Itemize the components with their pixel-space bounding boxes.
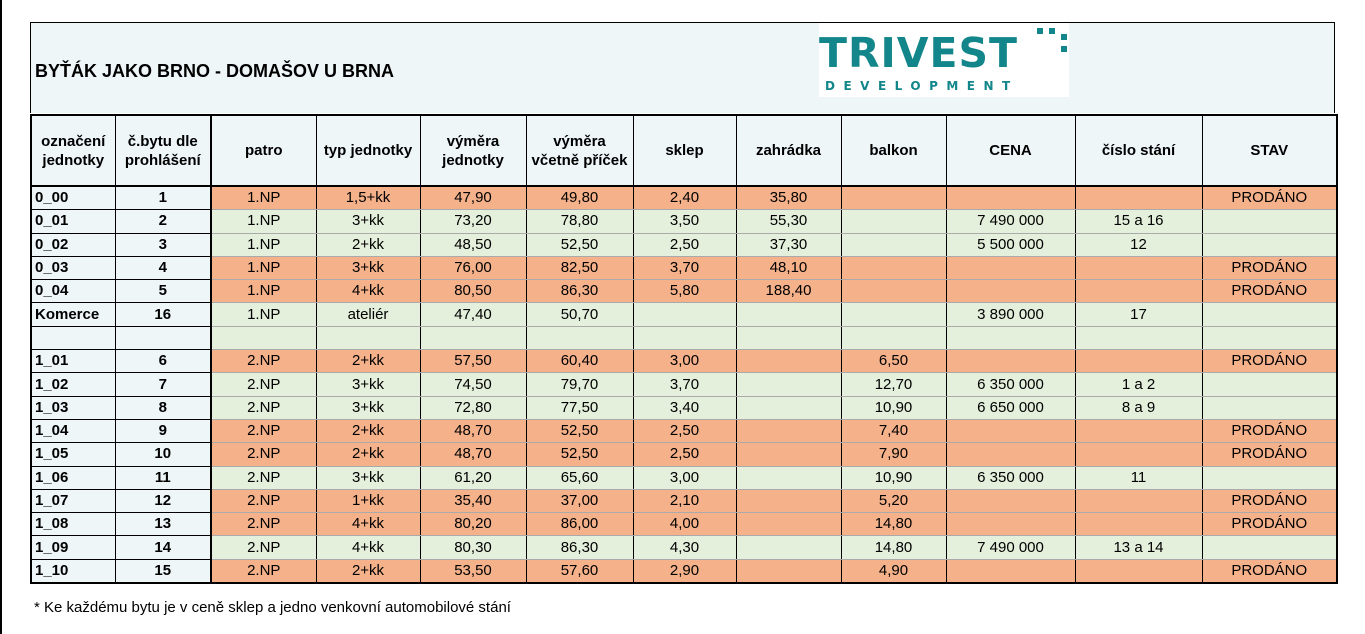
table-cell — [736, 303, 841, 326]
table-cell: PRODÁNO — [1202, 443, 1337, 466]
table-cell: PRODÁNO — [1202, 280, 1337, 303]
table-cell: 80,50 — [420, 280, 526, 303]
table-cell: 1_08 — [31, 513, 115, 536]
table-cell: 2.NP — [211, 559, 316, 583]
table-cell — [115, 326, 211, 349]
table-cell: 16 — [115, 303, 211, 326]
table-cell: 47,90 — [420, 186, 526, 210]
table-cell: 4,90 — [841, 559, 946, 583]
table-cell: 2.NP — [211, 350, 316, 373]
table-cell — [31, 326, 115, 349]
table-cell: 2.NP — [211, 513, 316, 536]
table-cell — [1075, 419, 1202, 442]
table-cell: 3 890 000 — [946, 303, 1075, 326]
table-cell: 55,30 — [736, 210, 841, 233]
table-cell: 1.NP — [211, 233, 316, 256]
table-cell: 35,40 — [420, 489, 526, 512]
table-cell: 7 490 000 — [946, 536, 1075, 559]
table-cell — [526, 326, 633, 349]
table-cell: 3,00 — [633, 350, 736, 373]
column-header: CENA — [946, 115, 1075, 186]
table-cell: 7 — [115, 373, 211, 396]
table-cell: 5 500 000 — [946, 233, 1075, 256]
table-cell: 74,50 — [420, 373, 526, 396]
table-cell — [736, 513, 841, 536]
table-cell: 15 — [115, 559, 211, 583]
table-cell: 80,30 — [420, 536, 526, 559]
table-cell: PRODÁNO — [1202, 186, 1337, 210]
table-cell: 12 — [115, 489, 211, 512]
table-row — [31, 210, 1337, 233]
table-cell: 2,50 — [633, 443, 736, 466]
table-cell: 4,30 — [633, 536, 736, 559]
logo-subtitle: DEVELOPMENT — [825, 79, 1019, 93]
table-cell — [211, 326, 316, 349]
table-cell — [736, 326, 841, 349]
table-cell — [633, 326, 736, 349]
table-cell: Komerce — [31, 303, 115, 326]
table-cell: 57,60 — [526, 559, 633, 583]
table-cell: 3,40 — [633, 396, 736, 419]
table-cell: 0_01 — [31, 210, 115, 233]
logo-wordmark: TRIVEST — [819, 29, 1019, 77]
table-cell — [946, 419, 1075, 442]
column-header: č.bytu dle prohlášení — [115, 115, 211, 186]
table-cell: 3+kk — [316, 466, 420, 489]
table-cell: 6 650 000 — [946, 396, 1075, 419]
column-header: STAV — [1202, 115, 1337, 186]
column-header: typ jednotky — [316, 115, 420, 186]
table-cell — [420, 326, 526, 349]
table-cell: 3,70 — [633, 373, 736, 396]
column-header: označení jednotky — [31, 115, 115, 186]
table-cell: 1_01 — [31, 350, 115, 373]
table-body — [31, 186, 1337, 583]
table-cell: ateliér — [316, 303, 420, 326]
table-cell: 50,70 — [526, 303, 633, 326]
table-cell: 86,30 — [526, 280, 633, 303]
table-cell: 1_06 — [31, 466, 115, 489]
table-cell: 2.NP — [211, 373, 316, 396]
table-row — [31, 186, 1337, 210]
table-cell — [736, 443, 841, 466]
table-cell — [633, 303, 736, 326]
table-cell: 35,80 — [736, 186, 841, 210]
table-cell: 86,00 — [526, 513, 633, 536]
table-cell — [1075, 350, 1202, 373]
page-left-border — [0, 0, 2, 634]
table-cell — [1202, 536, 1337, 559]
table-cell: 2,10 — [633, 489, 736, 512]
table-cell: 12 — [1075, 233, 1202, 256]
trivest-logo — [819, 23, 1069, 97]
table-cell: 1_10 — [31, 559, 115, 583]
table-cell — [946, 350, 1075, 373]
table-row — [31, 489, 1337, 512]
table-cell: PRODÁNO — [1202, 489, 1337, 512]
footnote: * Ke každému bytu je v ceně sklep a jedno venkovní automobilové stání — [34, 599, 511, 616]
table-cell: 2+kk — [316, 233, 420, 256]
column-header: zahrádka — [736, 115, 841, 186]
table-cell — [1202, 466, 1337, 489]
table-cell: 4,00 — [633, 513, 736, 536]
table-cell: 37,00 — [526, 489, 633, 512]
table-cell — [841, 233, 946, 256]
table-row — [31, 396, 1337, 419]
table-cell: PRODÁNO — [1202, 513, 1337, 536]
table-cell — [1202, 396, 1337, 419]
column-header: balkon — [841, 115, 946, 186]
table-cell — [841, 186, 946, 210]
table-cell — [736, 396, 841, 419]
table-cell: PRODÁNO — [1202, 419, 1337, 442]
table-row — [31, 443, 1337, 466]
table-cell: 7 490 000 — [946, 210, 1075, 233]
table-cell: 3,00 — [633, 466, 736, 489]
table-row — [31, 233, 1337, 256]
table-cell: 10 — [115, 443, 211, 466]
table-cell: 14,80 — [841, 536, 946, 559]
table-cell: 61,20 — [420, 466, 526, 489]
table-cell: 1,5+kk — [316, 186, 420, 210]
table-cell: 2,40 — [633, 186, 736, 210]
table-cell: 0_03 — [31, 256, 115, 279]
table-cell: 78,80 — [526, 210, 633, 233]
table-cell: 2.NP — [211, 419, 316, 442]
table-cell — [316, 326, 420, 349]
table-cell: 188,40 — [736, 280, 841, 303]
table-cell: 2,90 — [633, 559, 736, 583]
table-cell: 53,50 — [420, 559, 526, 583]
table-cell: 1.NP — [211, 280, 316, 303]
table-cell — [946, 513, 1075, 536]
table-cell: 13 — [115, 513, 211, 536]
table-cell: 1.NP — [211, 303, 316, 326]
table-cell — [1075, 326, 1202, 349]
table-cell: 6,50 — [841, 350, 946, 373]
table-cell — [946, 186, 1075, 210]
table-cell: 1_02 — [31, 373, 115, 396]
table-cell: 10,90 — [841, 466, 946, 489]
table-cell: 73,20 — [420, 210, 526, 233]
table-cell: 1+kk — [316, 489, 420, 512]
table-cell — [736, 419, 841, 442]
table-cell: 3+kk — [316, 256, 420, 279]
table-cell — [736, 489, 841, 512]
table-cell: 3,50 — [633, 210, 736, 233]
table-cell: 15 a 16 — [1075, 210, 1202, 233]
table-cell: 6 — [115, 350, 211, 373]
table-cell: 1_05 — [31, 443, 115, 466]
table-cell: 0_00 — [31, 186, 115, 210]
table-cell: 79,70 — [526, 373, 633, 396]
table-cell: 5 — [115, 280, 211, 303]
table-cell: 80,20 — [420, 513, 526, 536]
table-cell — [946, 443, 1075, 466]
table-cell: 37,30 — [736, 233, 841, 256]
table-header-box — [30, 22, 1335, 113]
table-cell: 17 — [1075, 303, 1202, 326]
table-cell — [946, 326, 1075, 349]
table-cell: 2+kk — [316, 559, 420, 583]
table-cell: 5,20 — [841, 489, 946, 512]
table-cell: 0_02 — [31, 233, 115, 256]
table-cell: 1_07 — [31, 489, 115, 512]
table-cell: 1_04 — [31, 419, 115, 442]
table-cell: 76,00 — [420, 256, 526, 279]
table-cell: 14,80 — [841, 513, 946, 536]
page-title: BYŤÁK JAKO BRNO - DOMAŠOV U BRNA — [35, 61, 395, 81]
table-cell: 2,50 — [633, 233, 736, 256]
table-cell: 12,70 — [841, 373, 946, 396]
table-cell: 4+kk — [316, 536, 420, 559]
table-cell — [946, 280, 1075, 303]
table-cell — [1202, 303, 1337, 326]
table-cell: 48,70 — [420, 419, 526, 442]
table-cell — [736, 350, 841, 373]
table-cell: 48,70 — [420, 443, 526, 466]
table-cell — [1075, 489, 1202, 512]
logo-dots-icon — [1037, 26, 1069, 56]
column-header: sklep — [633, 115, 736, 186]
table-cell: 3+kk — [316, 373, 420, 396]
table-cell — [1202, 373, 1337, 396]
table-cell: 1.NP — [211, 186, 316, 210]
table-cell: 11 — [115, 466, 211, 489]
table-cell: 2+kk — [316, 419, 420, 442]
table-row — [31, 350, 1337, 373]
table-cell: 7,90 — [841, 443, 946, 466]
table-cell: 11 — [1075, 466, 1202, 489]
table-cell: 1 — [115, 186, 211, 210]
table-cell: 1 a 2 — [1075, 373, 1202, 396]
table-cell: PRODÁNO — [1202, 559, 1337, 583]
table-cell: PRODÁNO — [1202, 350, 1337, 373]
table-cell: 0_04 — [31, 280, 115, 303]
table-cell: 47,40 — [420, 303, 526, 326]
table-header-row — [31, 115, 1337, 186]
table-row — [31, 373, 1337, 396]
table-cell: 52,50 — [526, 233, 633, 256]
table-row — [31, 326, 1337, 349]
table-cell: 77,50 — [526, 396, 633, 419]
table-cell: 3+kk — [316, 210, 420, 233]
table-cell: 52,50 — [526, 443, 633, 466]
table-cell: 2+kk — [316, 443, 420, 466]
column-header: výměra jednotky — [420, 115, 526, 186]
table-cell: 60,40 — [526, 350, 633, 373]
table-cell: 4 — [115, 256, 211, 279]
table-cell: 1.NP — [211, 256, 316, 279]
table-cell — [841, 210, 946, 233]
table-cell — [1075, 559, 1202, 583]
table-cell: 48,10 — [736, 256, 841, 279]
column-header: číslo stání — [1075, 115, 1202, 186]
table-cell — [736, 536, 841, 559]
table-row — [31, 466, 1337, 489]
table-cell — [946, 559, 1075, 583]
table-row — [31, 280, 1337, 303]
table-cell: 5,80 — [633, 280, 736, 303]
table-row — [31, 303, 1337, 326]
table-cell: 3 — [115, 233, 211, 256]
table-cell — [1075, 280, 1202, 303]
table-cell: 1.NP — [211, 210, 316, 233]
column-header: výměra včetně příček — [526, 115, 633, 186]
table-cell: 2+kk — [316, 350, 420, 373]
table-row — [31, 536, 1337, 559]
table-row — [31, 559, 1337, 583]
table-cell: 1_09 — [31, 536, 115, 559]
table-cell — [946, 489, 1075, 512]
table-cell: 4+kk — [316, 280, 420, 303]
table-cell — [1075, 513, 1202, 536]
table-cell: 2 — [115, 210, 211, 233]
table-cell — [841, 303, 946, 326]
table-cell: 2.NP — [211, 396, 316, 419]
table-row — [31, 419, 1337, 442]
table-row — [31, 513, 1337, 536]
table-cell: PRODÁNO — [1202, 256, 1337, 279]
table-cell: 10,90 — [841, 396, 946, 419]
table-cell — [1075, 443, 1202, 466]
table-cell — [1075, 186, 1202, 210]
table-cell: 48,50 — [420, 233, 526, 256]
table-cell — [841, 326, 946, 349]
table-cell: 52,50 — [526, 419, 633, 442]
table-cell: 1_03 — [31, 396, 115, 419]
table-cell: 9 — [115, 419, 211, 442]
apartment-price-table — [30, 114, 1338, 584]
table-cell: 2,50 — [633, 419, 736, 442]
table-cell: 49,80 — [526, 186, 633, 210]
table-cell: 6 350 000 — [946, 466, 1075, 489]
table-cell: 7,40 — [841, 419, 946, 442]
table-cell: 3+kk — [316, 396, 420, 419]
table-row — [31, 256, 1337, 279]
table-cell: 82,50 — [526, 256, 633, 279]
table-cell: 4+kk — [316, 513, 420, 536]
table-cell — [1202, 210, 1337, 233]
table-cell — [736, 559, 841, 583]
table-cell — [841, 280, 946, 303]
table-cell: 6 350 000 — [946, 373, 1075, 396]
table-cell — [946, 256, 1075, 279]
table-cell: 8 a 9 — [1075, 396, 1202, 419]
table-cell: 2.NP — [211, 536, 316, 559]
table-cell: 13 a 14 — [1075, 536, 1202, 559]
table-cell: 2.NP — [211, 466, 316, 489]
table-cell — [1075, 256, 1202, 279]
table-cell — [1202, 326, 1337, 349]
table-cell — [841, 256, 946, 279]
table-cell: 86,30 — [526, 536, 633, 559]
table-cell: 3,70 — [633, 256, 736, 279]
table-cell: 14 — [115, 536, 211, 559]
column-header: patro — [211, 115, 316, 186]
table-cell — [736, 373, 841, 396]
table-cell: 65,60 — [526, 466, 633, 489]
table-cell: 57,50 — [420, 350, 526, 373]
table-cell: 72,80 — [420, 396, 526, 419]
table-cell: 8 — [115, 396, 211, 419]
table-cell — [1202, 233, 1337, 256]
table-cell: 2.NP — [211, 489, 316, 512]
table-cell: 2.NP — [211, 443, 316, 466]
table-cell — [736, 466, 841, 489]
